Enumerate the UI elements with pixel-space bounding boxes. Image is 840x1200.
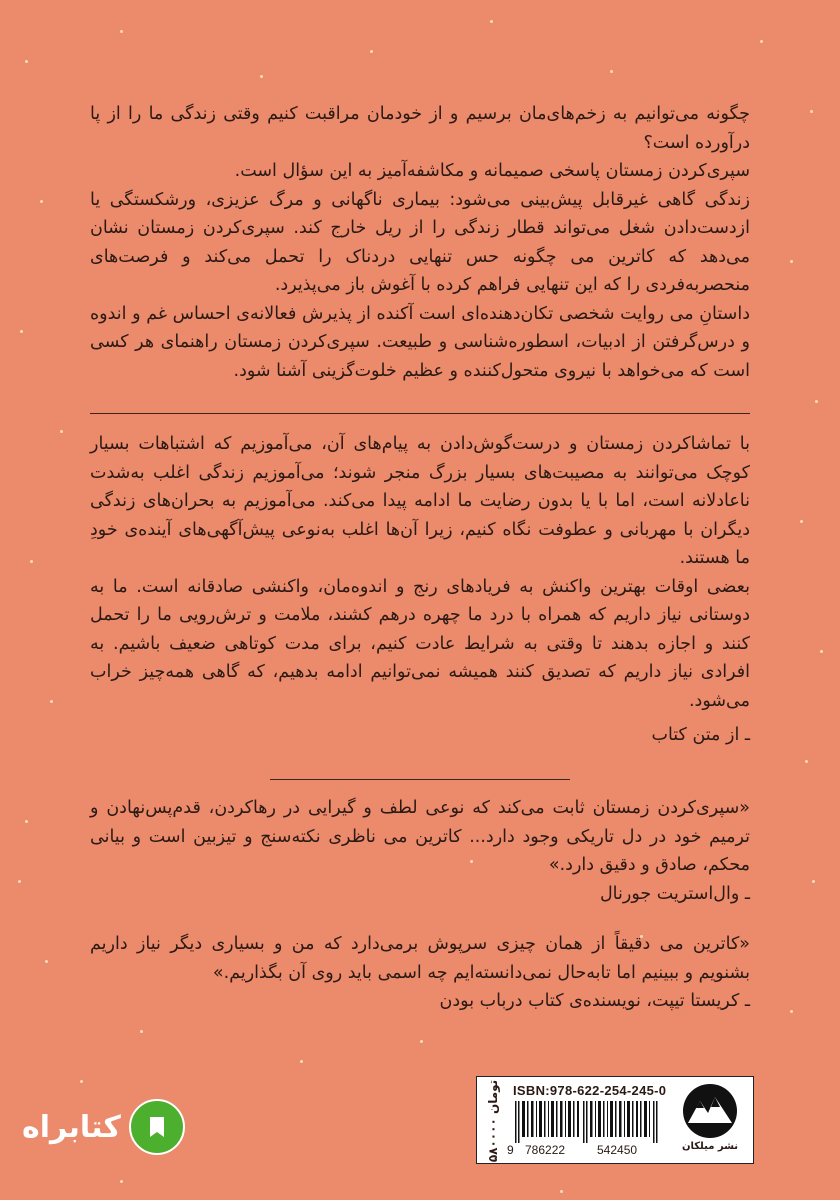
intro-paragraph: سپری‌کردن زمستان پاسخی صمیمانه و مکاشفه‌آمیز به این سؤال است. — [234, 161, 750, 181]
speck-dot — [25, 820, 28, 823]
store-logo-text: کتابراه — [22, 1109, 121, 1145]
speck-dot — [50, 700, 53, 703]
excerpt-source: ـ از متن کتاب — [651, 725, 750, 745]
speck-dot — [25, 60, 28, 63]
barcode-digit: 9 — [507, 1143, 514, 1157]
barcode-digits: 542450 — [597, 1143, 638, 1157]
publisher-logo — [673, 1083, 747, 1159]
speck-dot — [610, 70, 613, 73]
speck-dot — [60, 430, 63, 433]
review-source: ـ کریستا تیپت، نویسنده‌ی کتاب درباب بودن — [439, 991, 750, 1011]
speck-dot — [560, 1190, 563, 1193]
speck-dot — [800, 520, 803, 523]
review-quote: «سپری‌کردن زمستان ثابت می‌کند که نوعی لطف و گیرایی در رهاکردن، قدم‌پس‌نهادن و ترمیم خود در دل تاریکی وجود دارد... کاترین می ناظری نکته‌سنج و تیزبین است و بیانی محکم، صادق و دقیق دارد.» — [90, 798, 750, 875]
barcode-image — [513, 1101, 663, 1143]
speck-dot — [80, 1080, 83, 1083]
speck-dot — [820, 650, 823, 653]
divider-line — [90, 413, 750, 414]
speck-dot — [790, 1010, 793, 1013]
speck-dot — [420, 1040, 423, 1043]
barcode-box — [476, 1076, 754, 1164]
barcode-digits: 786222 — [525, 1143, 566, 1157]
speck-dot — [490, 20, 493, 23]
speck-dot — [370, 50, 373, 53]
speck-dot — [760, 40, 763, 43]
intro-paragraph: داستانِ می روایت شخصی تکان‌دهنده‌ای است آکنده از پذیرش فعالانه‌ی احساس غم و اندوه و درس‌گرفتن از ادبیات، اسطوره‌شناسی و طبیعت. سپری‌کردن زمستان راهنمای هر کسی است که می‌خواهد با نیروی متحول‌کننده و عظیم خلوت‌گزینی آشنا شود. — [90, 303, 750, 381]
excerpt-paragraph: بعضی اوقات بهترین واکنش به فریادهای رنج و اندوه‌مان، واکنشی صادقانه است. ما به دوستانی نیاز داریم که همراه با درد ما چهره درهم کشند، ملامت و ترش‌رویی ما را تحمل کنند و اجازه بدهند تا وقتی به شرایط عادت کنیم، برای مدت کوتاهی ضعیف باشیم. به افرادی نیاز داریم که تصدیق کنند همیشه نمی‌توانیم ادامه بدهیم، که گاهی همه‌چیز خراب می‌شود. — [90, 576, 750, 711]
bookmark-icon — [129, 1099, 185, 1155]
store-logo — [22, 1100, 185, 1154]
publisher-name: نشر میلکان — [681, 1141, 739, 1152]
excerpt-section — [90, 430, 750, 750]
review-source: ـ وال‌استریت جورنال — [599, 883, 750, 904]
speck-dot — [140, 1030, 143, 1033]
speck-dot — [260, 75, 263, 78]
speck-dot — [805, 760, 808, 763]
speck-dot — [20, 330, 23, 333]
speck-dot — [300, 1060, 303, 1063]
intro-paragraph: زندگی گاهی غیرقابل پیش‌بینی می‌شود: بیماری ناگهانی و مرگ عزیزی، ورشکستگی یا ازدست‌دادن شغل می‌تواند قطار زندگی را از ریل خارج کند. سپری‌کردن زمستان نشان می‌دهد که کاترین می چگونه حس تنهایی دردناک را تحمل می‌کند و فرصت‌های منحصربه‌فردی را که این تنهایی فراهم کرده با آغوش باز می‌پذیرد. — [90, 189, 750, 295]
speck-dot — [812, 880, 815, 883]
mountains-icon — [680, 1083, 740, 1139]
speck-dot — [120, 1180, 123, 1183]
price-label: ۵۸۰۰۰۰ تومان — [486, 1079, 500, 1163]
speck-dot — [40, 200, 43, 203]
review-quote: «کاترین می دقیقاً از همان چیزی سرپوش برمی‌دارد که من و بسیاری دیگر نیاز داریم بشنویم و ببینیم اما تابه‌حال نمی‌دانسته‌ایم چه اسمی باید روی آن بگذاریم.» — [90, 934, 750, 983]
speck-dot — [790, 260, 793, 263]
quote-section — [90, 794, 750, 1016]
speck-dot — [810, 110, 813, 113]
isbn-text: ISBN:978-622-254-245-0 — [513, 1083, 667, 1098]
speck-dot — [30, 560, 33, 563]
speck-dot — [120, 30, 123, 33]
intro-section — [90, 100, 750, 385]
speck-dot — [18, 880, 21, 883]
speck-dot — [815, 400, 818, 403]
intro-paragraph: چگونه می‌توانیم به زخم‌های‌مان برسیم و از خودمان مراقبت کنیم وقتی زندگی ما را از پا درآورده است؟ — [90, 104, 750, 153]
speck-dot — [45, 960, 48, 963]
excerpt-paragraph: با تماشاکردن زمستان و درست‌گوش‌دادن به پیام‌های آن، می‌آموزیم که اشتباهات بسیار کوچک می‌توانند به مصیبت‌های بسیار بزرگ منجر شوند؛ می‌آموزیم زندگی اغلب به‌شدت ناعادلانه است، اما با یا بدون رضایت ما ادامه پیدا می‌کند. می‌آموزیم به بحران‌های زندگی دیگران با مهربانی و عطوفت نگاه کنیم، زیرا آن‌ها اغلب به‌نوعی پیش‌آگهی‌های آینده‌ی خودِ ما هستند. — [90, 434, 750, 568]
short-divider-line — [270, 779, 570, 780]
